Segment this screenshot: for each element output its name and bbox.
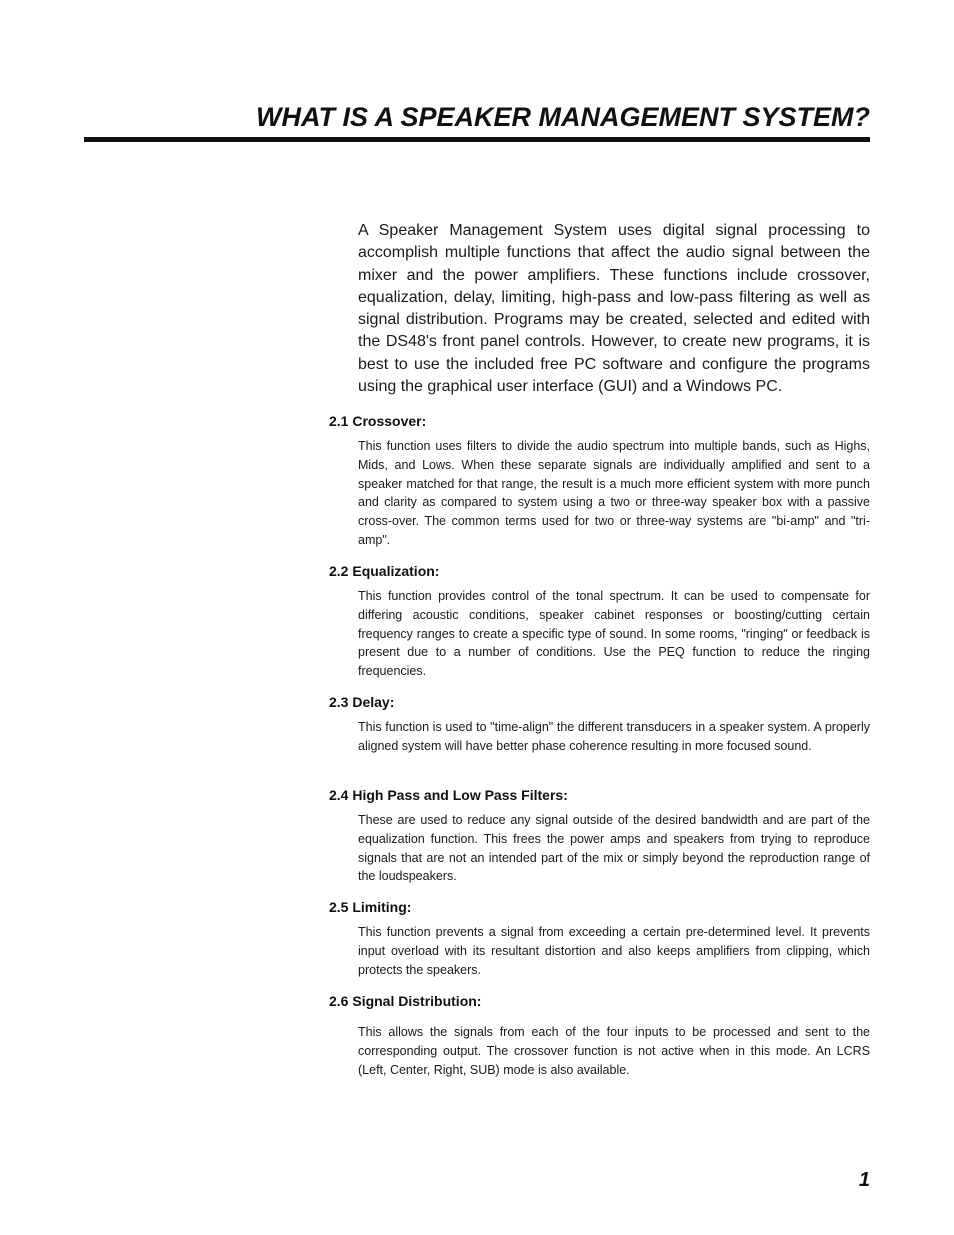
- section-heading-equalization: 2.2 Equalization:: [329, 563, 440, 579]
- section-heading-signal-distribution: 2.6 Signal Distribution:: [329, 993, 482, 1009]
- section-body-equalization: This function provides control of the tonal spectrum. It can be used to compensate for differing acoustic conditions, speaker cabinet responses or boosting/cutting certain frequency ranges to create a specific type of sound. In some rooms, "ringing" or feedback is present due to a number of conditions. Use the PEQ function to reduce the ringing frequencies.: [358, 589, 870, 679]
- section-heading-delay: 2.3 Delay:: [329, 694, 395, 710]
- page-number: 1: [858, 1169, 870, 1191]
- section-heading-limiting: 2.5 Limiting:: [329, 899, 412, 915]
- page-title: WHAT IS A SPEAKER MANAGEMENT SYSTEM?: [255, 102, 870, 132]
- section-heading-crossover: 2.1 Crossover:: [329, 413, 427, 429]
- title-rule: [84, 137, 870, 142]
- section-heading-filters: 2.4 High Pass and Low Pass Filters:: [329, 787, 568, 803]
- section-body-signal-distribution: This allows the signals from each of the four inputs to be processed and sent to the corresponding output. The crossover function is not active when in this mode. An LCRS (Left, Center, Right, SUB) mode is also available.: [358, 1025, 870, 1077]
- section-body-crossover: This function uses filters to divide the audio spectrum into multiple bands, such as Highs, Mids, and Lows. When these separate signals are individually amplified and sent to a speaker matched for that range, the result is a much more efficient system with more punch and clarity as compared to system using a two or three-way speaker box with a passive cross-over. The common terms used for two or three-way systems are "bi-amp" and "tri-amp".: [358, 439, 870, 547]
- section-body-filters: These are used to reduce any signal outside of the desired bandwidth and are part of the equalization function. This frees the power amps and speakers from trying to reproduce signals that are not an intended part of the mix or simply beyond the reproduction range of the loudspeakers.: [358, 813, 870, 884]
- section-body-limiting: This function prevents a signal from exceeding a certain pre-determined level. It prevents input overload with its resultant distortion and also keeps amplifiers from clipping, which protects the speakers.: [358, 925, 870, 977]
- section-body-delay: This function is used to "time-align" the different transducers in a speaker system. A properly aligned system will have better phase coherence resulting in more focused sound.: [358, 720, 870, 753]
- intro-paragraph: A Speaker Management System uses digital signal processing to accomplish multiple functions that affect the audio signal between the mixer and the power amplifiers. These functions include crossover, equalization, delay, limiting, high-pass and low-pass filtering as well as signal distribution. Programs may be created, selected and edited with the DS48's front panel controls. However, to create new programs, it is best to use the included free PC software and configure the programs using the graphical user interface (GUI) and a Windows PC.: [358, 222, 870, 396]
